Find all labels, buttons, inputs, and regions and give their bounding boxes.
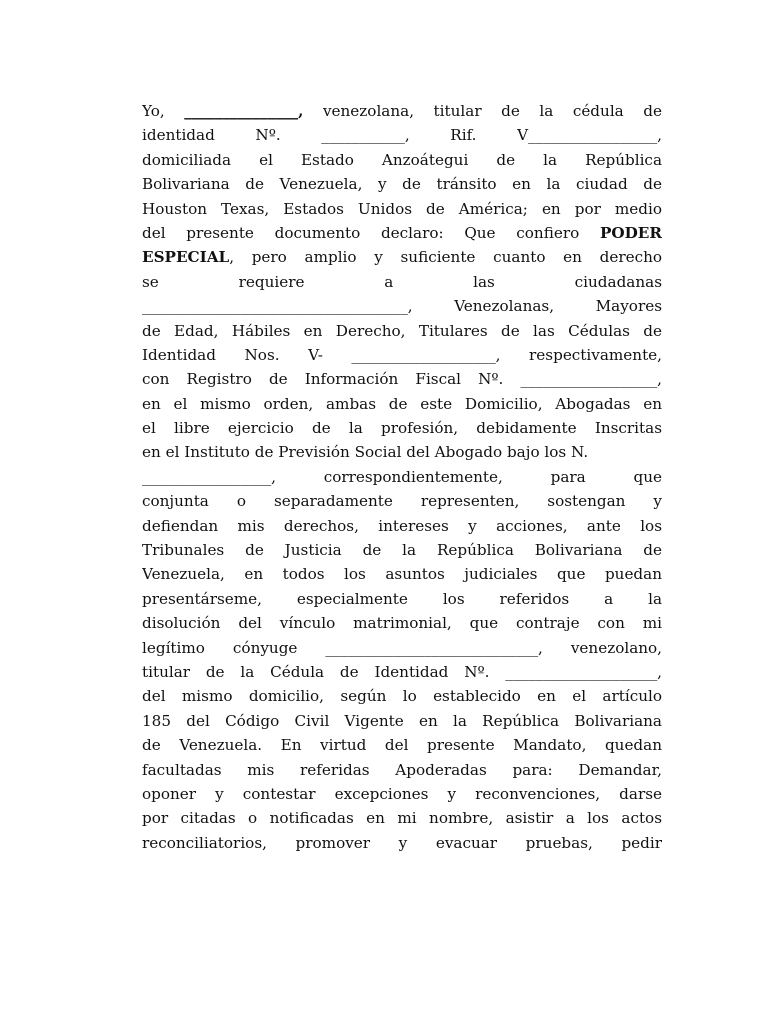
text-run: titular de la Cédula de Identidad Nº. ____________________,	[142, 662, 662, 681]
text-run: conjunta o separadamente representen, sostengan y	[142, 492, 662, 511]
text-run: , pero amplio y suficiente cuanto en derecho	[229, 248, 662, 267]
document-line	[142, 684, 662, 708]
document-line	[142, 489, 662, 513]
text-run: defiendan mis derechos, intereses y acciones, ante los	[142, 516, 662, 535]
text-run: en el mismo orden, ambas de este Domicilio, Abogadas en	[142, 394, 662, 413]
text-run: del presente documento declaro: Que confiero	[142, 223, 600, 242]
text-run: Identidad Nos. V- ___________________, respectivamente,	[142, 345, 662, 364]
text-run: Venezuela, en todos los asuntos judiciales que puedan	[142, 565, 662, 584]
text-run: del mismo domicilio, según lo establecido en el artículo	[142, 687, 662, 706]
document-line	[142, 197, 662, 221]
document-line	[142, 660, 662, 684]
text-run: de Venezuela. En virtud del presente Mandato, quedan	[142, 736, 662, 755]
text-run: identidad Nº. ___________, Rif. V_________________,	[142, 126, 662, 145]
document-line	[142, 221, 662, 245]
document-line	[142, 416, 662, 440]
document-line	[142, 611, 662, 635]
text-run: por citadas o notificadas en mi nombre, asistir a los actos	[142, 809, 662, 828]
bold-text-run: ESPECIAL	[142, 248, 230, 267]
text-run: el libre ejercicio de la profesión, debidamente Inscritas	[142, 419, 662, 438]
document-line	[142, 782, 662, 806]
document-line	[142, 465, 662, 489]
document-line	[142, 587, 662, 611]
document-line	[142, 367, 662, 391]
text-run: en el Instituto de Previsión Social del Abogado bajo los N.	[142, 443, 589, 462]
document-line	[142, 709, 662, 733]
text-run: ___________________________________, Venezolanas, Mayores	[142, 297, 662, 316]
document-line	[142, 758, 662, 782]
document-line	[142, 636, 662, 660]
text-run: 185 del Código Civil Vigente en la República Bolivariana	[142, 711, 662, 730]
document-line	[142, 806, 662, 830]
text-run: Bolivariana de Venezuela, y de tránsito en la ciudad de	[142, 175, 662, 194]
document-line	[142, 172, 662, 196]
document-line	[142, 148, 662, 172]
text-run: presentárseme, especialmente los referidos a la	[142, 589, 662, 608]
text-run: venezolana, titular de la cédula de	[303, 102, 662, 120]
document-line	[142, 343, 662, 367]
text-run: Tribunales de Justicia de la República Bolivariana de	[142, 541, 662, 560]
document-line	[142, 514, 662, 538]
text-run: de Edad, Hábiles en Derecho, Titulares de las Cédulas de	[142, 321, 662, 340]
text-run: _________________, correspondientemente, para que	[142, 467, 662, 486]
text-run: se requiere a las ciudadanas	[142, 272, 662, 291]
power-of-attorney-text	[142, 99, 662, 855]
text-run: reconciliatorios, promover y evacuar pruebas, pedir	[142, 833, 662, 852]
text-run: domiciliada el Estado Anzoátegui de la República	[142, 150, 662, 169]
document-line	[142, 319, 662, 343]
text-run: Yo,	[142, 102, 185, 120]
document-line	[142, 123, 662, 147]
text-run: con Registro de Información Fiscal Nº. __________________,	[142, 370, 662, 389]
document-line	[142, 733, 662, 757]
text-run: legítimo cónyuge ____________________________, venezolano,	[142, 638, 662, 657]
document-line	[142, 99, 662, 123]
document-line	[142, 538, 662, 562]
bold-text-run: _______________,	[184, 102, 304, 120]
text-run: oponer y contestar excepciones y reconvenciones, darse	[142, 784, 662, 803]
document-line	[142, 270, 662, 294]
document-line	[142, 392, 662, 416]
document-line	[142, 294, 662, 318]
text-run: disolución del vínculo matrimonial, que contraje con mi	[142, 614, 662, 633]
document-line	[142, 831, 662, 855]
document-line	[142, 245, 662, 269]
bold-text-run: PODER	[599, 223, 662, 242]
text-run: facultadas mis referidas Apoderadas para: Demandar,	[142, 760, 662, 779]
document-line	[142, 440, 662, 464]
text-run: Houston Texas, Estados Unidos de América; en por medio	[142, 199, 662, 218]
document-line	[142, 562, 662, 586]
